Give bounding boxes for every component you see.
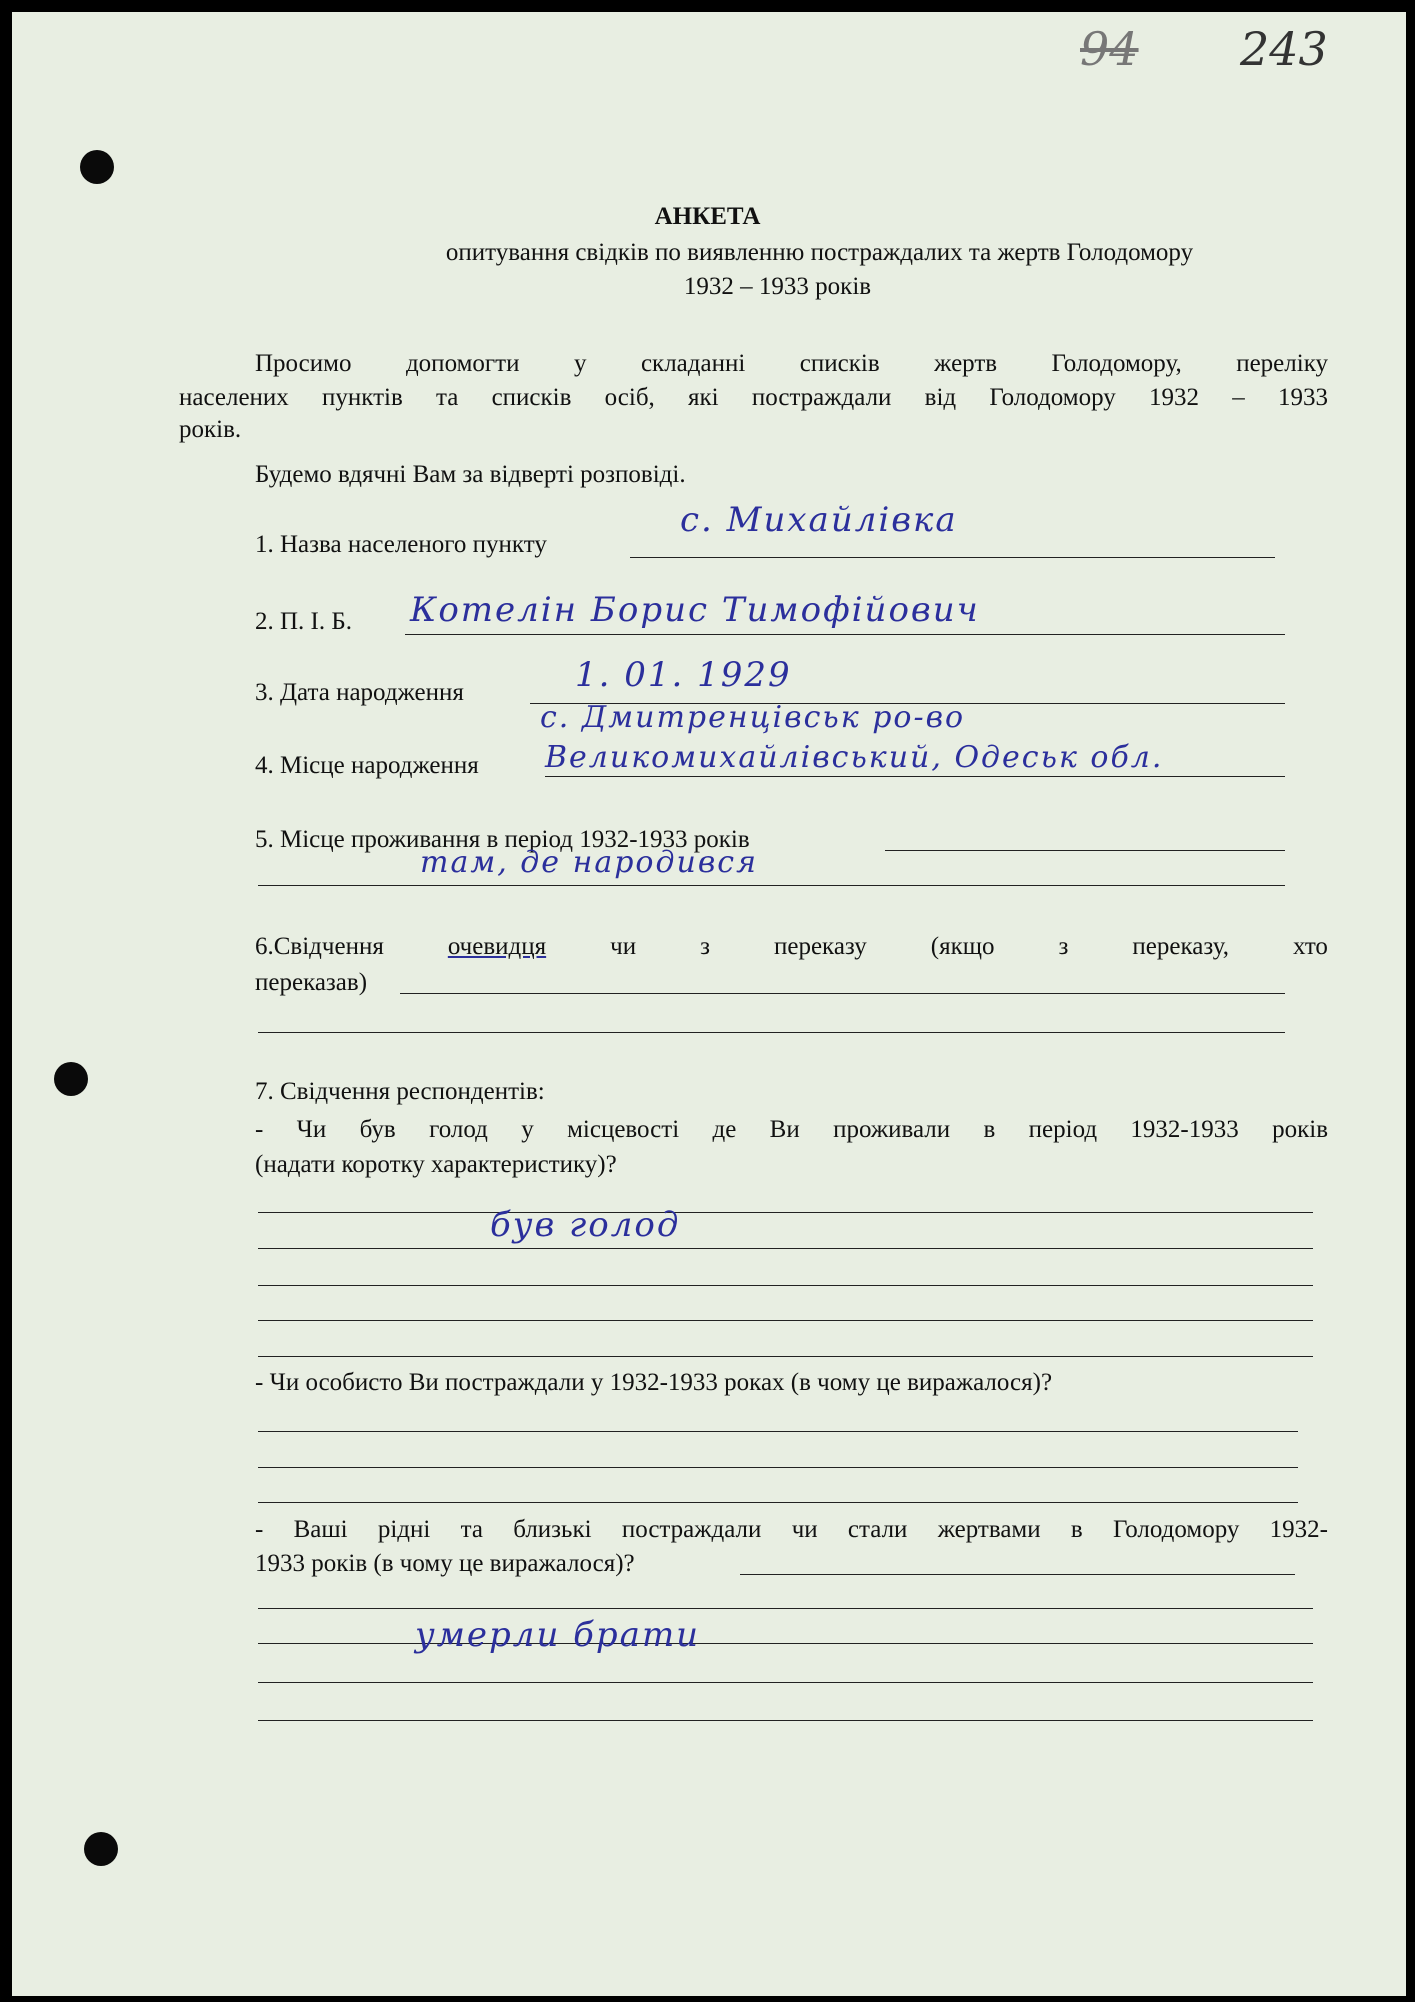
q3-label: 3. Дата народження [255, 679, 464, 706]
q7c-label-cont: 1933 років (в чому це виражалося)? [255, 1550, 635, 1577]
intro-line: Просимо допомогти у складанні списків жертв Голодомору, переліку [255, 350, 1328, 377]
sheet-number: 243 [1240, 22, 1328, 76]
q4-answer-top: с. Дмитренцівськ ро-во [540, 700, 966, 735]
q7-label: 7. Свідчення респондентів: [255, 1078, 545, 1105]
q5-answer: там, де народився [420, 845, 758, 880]
form-years: 1932 – 1933 років [683, 273, 872, 300]
q1-label: 1. Назва населеного пункту [255, 531, 547, 558]
q7c-answer: умерли брати [415, 1615, 701, 1655]
thanks-text: Будемо вдячні Вам за відверті розповіді. [255, 461, 686, 488]
q7b-label: - Чи особисто Ви постраждали у 1932-1933 роках (в чому це виражалося)? [255, 1369, 1053, 1396]
q7c-label: - Ваші рідні та близькі постраждали чи стали жертвами в Голодомору 1932- [255, 1516, 1328, 1543]
old-sheet-number: 94 [1080, 22, 1139, 76]
q4-label: 4. Місце народження [255, 752, 479, 779]
intro-line: населених пунктів та списків осіб, які постраждали від Голодомору 1932 – 1933 [179, 384, 1328, 411]
punch-hole [54, 1062, 88, 1096]
form-title: АНКЕТА [654, 203, 761, 230]
q7a-answer: був голод [490, 1205, 681, 1245]
q5-label: 5. Місце проживання в період 1932-1933 років [255, 826, 750, 853]
q6-label-cont: переказав) [255, 969, 368, 996]
q2-answer: Котелін Борис Тимофійович [410, 590, 980, 630]
q4-answer: Великомихайлівський, Одеськ обл. [545, 740, 1164, 775]
punch-hole [84, 1832, 118, 1866]
q6-label: 6.Свідчення очевидця чи з переказу (якщо з переказу, хто [255, 933, 1328, 960]
q7a-label-cont: (надати коротку характеристику)? [255, 1151, 617, 1178]
q2-label: 2. П. І. Б. [255, 608, 352, 635]
document-page [12, 12, 1406, 1996]
q7a-label: - Чи був голод у місцевості де Ви проживали в період 1932-1933 років [255, 1116, 1328, 1143]
q3-answer: 1. 01. 1929 [575, 655, 792, 695]
punch-hole [80, 150, 114, 184]
intro-line: років. [179, 416, 242, 443]
q1-answer: с. Михайлівка [680, 500, 958, 540]
form-subtitle: опитування свідків по виявленню постраждалих та жертв Голодомору [445, 239, 1194, 266]
